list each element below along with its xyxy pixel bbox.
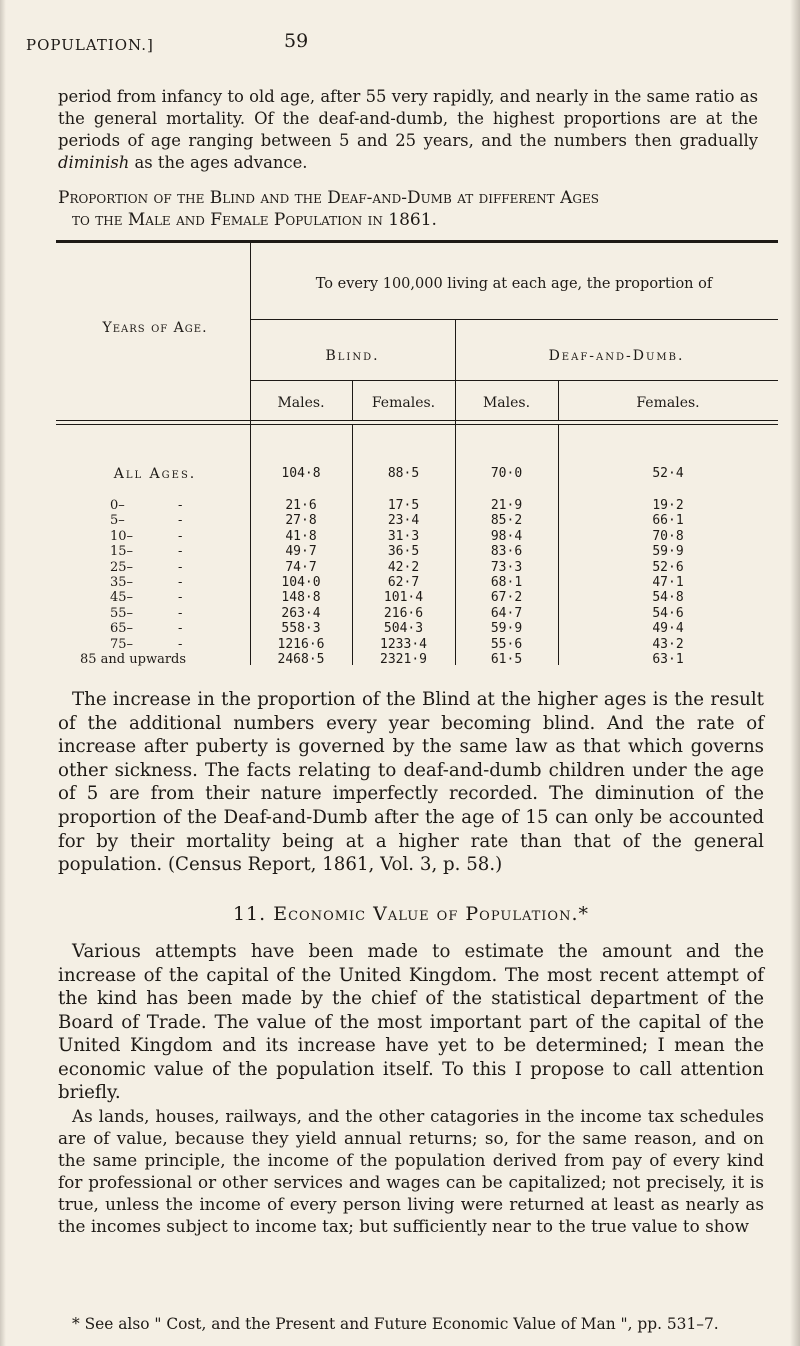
subheader-blind-males: Males. (277, 395, 325, 411)
body-paragraph (58, 688, 764, 877)
age-label: 65– (110, 621, 134, 637)
header-bottom-rule-2 (56, 424, 778, 425)
age-dash: - (178, 636, 183, 652)
page-header (26, 26, 760, 56)
table-cell: 70·8 (652, 528, 684, 544)
age-label: 85 and upwards (80, 652, 187, 667)
table-cell: 85·2 (490, 513, 523, 529)
table-cell: 27·8 (285, 513, 317, 529)
table-cell: 61·5 (490, 652, 523, 667)
table-cell: 17·5 (387, 498, 420, 513)
table-cell: 1233·4 (380, 636, 427, 652)
table-cell: 62·7 (387, 575, 420, 590)
years-of-age-header: Years of Age. (102, 320, 208, 336)
table-cell: 55·6 (490, 636, 523, 652)
age-dash: - (178, 575, 183, 590)
subheader-deaf-males: Males. (482, 395, 531, 411)
table-cell: 1216·6 (277, 636, 325, 652)
section-title (58, 903, 764, 925)
section-title-text: 11. Economic Value of Population.* (232, 903, 590, 925)
table-cell: 23·4 (387, 513, 420, 529)
age-dash: - (178, 605, 183, 621)
table-cell: 83·6 (490, 544, 523, 560)
subheader-rule (250, 380, 778, 381)
table-top-rule (56, 240, 778, 243)
table-cell: 68·1 (490, 575, 523, 590)
table-cell: 41·8 (285, 528, 317, 544)
table-cell: 2468·5 (277, 652, 325, 667)
section-paragraph-1: Various attempts have been made to estimate the amount and the increase of the capital of the United Kingdom. The most recent attempt of the kind has been made by the chief of the statistical department of the Board of Trade. The value of the most important part of the capital of the United Kingdom and its increase have yet to be determined; I mean the economic value of the population itself. To this I propose to call attention briefly. (58, 941, 764, 1103)
age-dash: - (178, 498, 183, 513)
table-cell: 59·9 (652, 544, 684, 560)
age-dash: - (178, 621, 183, 637)
group-rule (250, 319, 778, 320)
section-paragraph-2: As lands, houses, railways, and the other catagories in the income tax schedules are of value, because they yield annual returns; so, for the same reason, and on the same principle, the income of the population derived from pay of every kind for professional or other services and wages can be capitalized; not precisely, it is true, unless the income of every person living were returned at least as nearly as the incomes subject to income tax; but sufficiently near to the true value to show (58, 1105, 764, 1236)
table-cell: 2321·9 (380, 652, 427, 667)
age-label: 55– (110, 605, 134, 621)
table-cell: 36·5 (387, 544, 420, 560)
page-edge-shadow (790, 0, 800, 1346)
table-cell: 31·3 (387, 528, 420, 544)
table-cell: 73·3 (490, 559, 523, 575)
all-ages-value: 104·8 (281, 466, 321, 481)
age-dash: - (178, 528, 183, 544)
section-body (58, 940, 764, 1237)
age-label: 0– (110, 498, 125, 513)
age-label: 25– (110, 559, 134, 575)
table-cell: 19·2 (652, 498, 684, 513)
table-cell: 558·3 (281, 621, 321, 637)
blind-header: Blind. (325, 348, 380, 364)
intro-italic: diminish (58, 153, 130, 172)
all-ages-value: 88·5 (387, 466, 420, 481)
table-cell: 42·2 (387, 559, 420, 575)
age-label: 15– (110, 544, 134, 560)
table-cell: 59·9 (490, 621, 523, 637)
table-cell: 52·6 (652, 559, 684, 575)
age-dash: - (178, 590, 183, 606)
age-label: 10– (110, 528, 134, 544)
page-gutter-shadow (0, 0, 6, 1346)
table-cell: 49·4 (652, 621, 684, 637)
age-dash: - (178, 559, 183, 575)
footnote: * See also " Cost, and the Present and Future Economic Value of Man ", pp. 531–7. (72, 1315, 719, 1333)
table-cell: 98·4 (490, 528, 523, 544)
subheader-deaf-females: Females. (636, 395, 700, 411)
table-cell: 47·1 (652, 575, 684, 590)
age-dash: - (178, 544, 183, 560)
table-cell: 21·9 (490, 498, 523, 513)
table-cell: 104·0 (281, 575, 321, 590)
subheader-blind-females: Females. (371, 395, 436, 411)
table-title-line2: to the Male and Female Population in 1861. (72, 210, 437, 230)
table-cell: 66·1 (652, 513, 684, 529)
span-header: To every 100,000 living at each age, the proportion of (315, 276, 713, 292)
table-cell: 43·2 (652, 636, 684, 652)
all-ages-label: All Ages. (113, 466, 197, 482)
table-cell: 67·2 (490, 590, 523, 606)
table-cell: 74·7 (285, 559, 317, 575)
header-bottom-rule (56, 420, 778, 421)
age-dash: - (178, 513, 183, 529)
all-ages-value: 70·0 (490, 466, 523, 481)
table-cell: 49·7 (285, 544, 317, 560)
intro-paragraph (58, 86, 758, 174)
age-label: 5– (110, 513, 125, 529)
paragraph-blind-increase: The increase in the proportion of the Blind at the higher ages is the result of the additional numbers every year becoming blind. And the rate of increase after puberty is governed by the same law as that which governs other sickness. The facts relating to deaf-and-dumb children under the age of 5 are from their nature imperfectly recorded. The diminution of the proportion of the Deaf-and-Dumb after the age of 15 can only be accounted for by their mortality being at a higher rate than that of the general population. (Census Report, 1861, Vol. 3, p. 58.) (58, 689, 764, 876)
deaf-and-dumb-header: Deaf-and-Dumb. (548, 348, 685, 364)
age-label: 75– (110, 636, 134, 652)
intro-text: period from infancy to old age, after 55 very rapidly, and nearly in the same ratio as the general mortality. Of the deaf-and-dumb, the highest proportions are at the periods of age ranging between 5 and 25 years, and the numbers then gradually (58, 87, 758, 150)
age-label: 35– (110, 575, 134, 590)
table-cell: 21·6 (285, 498, 317, 513)
all-ages-value: 52·4 (652, 466, 684, 481)
intro-text-end: as the ages advance. (129, 153, 308, 172)
age-label: 45– (110, 590, 134, 606)
table-cell: 54·6 (652, 605, 684, 621)
table-cell: 263·4 (281, 605, 321, 621)
table-cell: 504·3 (383, 621, 424, 637)
page-number: 59 (284, 30, 309, 52)
table-cell: 148·8 (281, 590, 321, 606)
table-cell: 216·6 (383, 605, 424, 621)
table-cell: 54·8 (652, 590, 684, 606)
table-cell: 63·1 (652, 652, 684, 667)
proportion-table (60, 240, 778, 670)
table-cell: 101·4 (383, 590, 424, 606)
table-title-line1: Proportion of the Blind and the Deaf-and-Dumb at different Ages (58, 188, 599, 208)
table-title (58, 187, 778, 231)
table-cell: 64·7 (490, 605, 523, 621)
running-head: POPULATION.] (26, 36, 154, 54)
